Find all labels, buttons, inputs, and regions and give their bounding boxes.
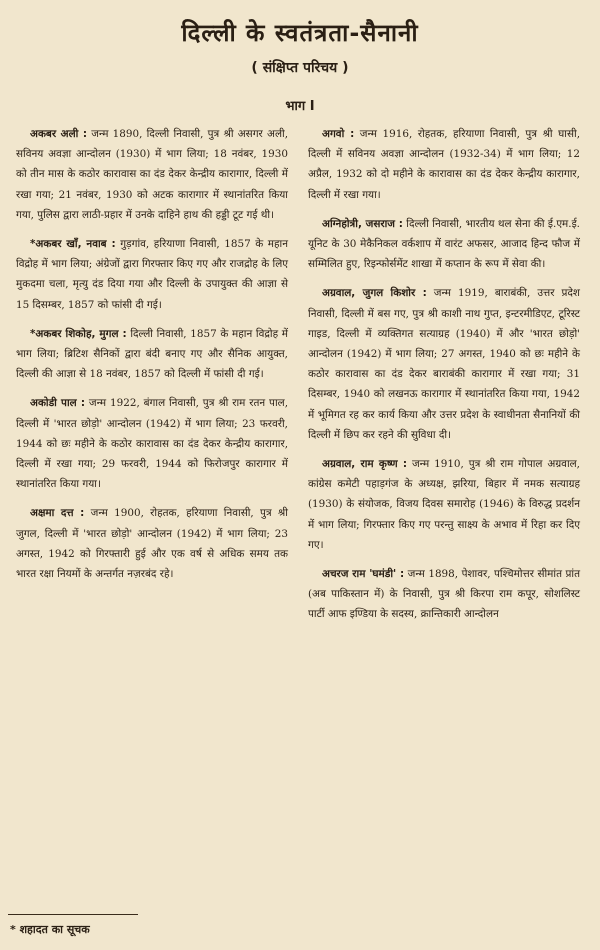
- entry-name: अग्निहोत्री, जसराज :: [322, 217, 403, 230]
- biography-entry: [16, 234, 288, 315]
- biography-entry: [308, 564, 580, 625]
- biography-entry: [308, 454, 580, 555]
- entry-text: जन्म 1910, पुत्र श्री राम गोपाल अग्रवाल, कांग्रेस कमेटी पहाड़गंज के अध्यक्ष, झरिया, बिहार में नमक सत्याग्रह (1930) के संयोजक, विजय दिवस समारोह (1946) के विरुद्ध प्रदर्शन में भाग लिया; गिरफ्तार किए गए परन्तु साक्ष्य के अभाव में रिहा कर दिए गए।: [308, 458, 580, 551]
- entry-name: अकबर अली :: [30, 128, 87, 140]
- biography-entry: [308, 283, 580, 445]
- entry-name: *अकबर खाँ, नवाब :: [30, 238, 116, 251]
- entry-text: जन्म 1890, दिल्ली निवासी, पुत्र श्री असगर अली, सविनय अवज्ञा आन्दोलन (1930) में भाग लिया; 18 नवंबर, 1930 को तीन मास के कठोर कारावास का दंड देकर केन्द्रीय कारागार, दिल्ली में रखा गया; 21 नवंबर, 1930 को अटक कारागार में स्थानांतरित किया गया, पुलिस द्वारा लाठी-प्रहार में उनके दाहिने हाथ की हड्डी टूट गई थी।: [16, 128, 288, 221]
- entry-text: दिल्ली निवासी, भारतीय थल सेना की ई.एम.ई. यूनिट के 30 मेकैनिकल वर्कशाप में वारंट अफसर, आजाद हिन्द फौज में सम्मिलित हुए, रिइन्फोर्समेंट शाखा में कप्तान के रूप में सेवा की।: [308, 217, 580, 271]
- entry-name: अग्रवाल, राम कृष्ण :: [322, 458, 408, 471]
- entry-name: अगवो :: [322, 128, 355, 140]
- entry-text: जन्म 1919, बाराबंकी, उत्तर प्रदेश निवासी, दिल्ली में बस गए, पुत्र श्री काशी नाथ गुप्त, इन्टरमीडिएट, टूरिस्ट गाइड, दिल्ली में व्यक्तिगत सत्याग्रह (1940) में और 'भारत छोड़ो' आन्दोलन (1942) में भाग लिया; 27 अगस्त, 1940 को छः महीने के कठोर कारावास का दंड देकर बाराबंकी कारागार में रखा गया; 31 दिसम्बर, 1940 को लखनऊ कारागार में स्थानांतरित किया गया, 1942 में भूमिगत रह कर कार्य किया और उत्तर प्रदेश के स्वाधीनता सैनानियों की दिल्ली में छिप कर रहने की सुविधा दी।: [308, 287, 580, 441]
- entry-name: अग्रवाल, जुगल किशोर :: [322, 287, 427, 300]
- entry-name: अकोडी पाल :: [30, 397, 86, 410]
- right-column: [308, 124, 580, 634]
- entry-text: जन्म 1900, रोहतक, हरियाणा निवासी, पुत्र श्री जुगल, दिल्ली में 'भारत छोड़ो' आन्दोलन (1942) में भाग लिया; 23 अगस्त, 1942 को गिरफ्तारी हुई और एक वर्ष से अधिक समय तक भारत रक्षा नियमों के अन्तर्गत नज़रबंद रहे।: [16, 507, 288, 581]
- biography-entry: [308, 124, 580, 205]
- entry-name: *अकबर शिकोह, मुगल :: [30, 327, 127, 340]
- footnote: * शहादत का सूचक: [10, 923, 90, 936]
- part-heading: भाग I: [285, 99, 315, 114]
- entry-text: जन्म 1898, पेशावर, पश्चिमोत्तर सीमांत प्रांत (अब पाकिस्तान में) के निवासी, पुत्र श्री किरपा राम कपूर, सोशलिस्ट पार्टी आफ इण्डिया के सदस्य, क्रान्तिकारी आन्दोलन: [308, 568, 580, 621]
- biography-entry: [308, 214, 580, 275]
- left-column: [16, 124, 288, 593]
- entry-name: अचरज राम 'घमंडी' :: [322, 568, 405, 581]
- entry-text: गुड़गांव, हरियाणा निवासी, 1857 के महान विद्रोह में भाग लिया; अंग्रेजों द्वारा गिरफ्तार किए गए और राजद्रोह के लिए मुकदमा चला, मृत्यु दंड दिया गया और दिल्ली के उपायुक्त की आज्ञा से 15 दिसम्बर, 1857 को फांसी दी गई।: [16, 238, 288, 311]
- footnote-divider: [8, 914, 138, 915]
- entry-text: जन्म 1916, रोहतक, हरियाणा निवासी, पुत्र श्री घासी, दिल्ली में सविनय अवज्ञा आन्दोलन (1932-34) में भाग लिया; 12 अप्रैल, 1932 को दो महीने के कारावास का दंड देकर केन्द्रीय कारागार, दिल्ली में रखा गया।: [308, 128, 581, 201]
- entry-text: जन्म 1922, बंगाल निवासी, पुत्र श्री राम रतन पाल, दिल्ली में 'भारत छोड़ो' आन्दोलन (1942) में भाग लिया; 23 फरवरी, 1944 को छः महीने के कठोर कारावास का दंड देकर केन्द्रीय कारागार, दिल्ली में रखा गया; 29 फरवरी, 1944 को फिरोजपुर कारागार में स्थानांतरित किया गया।: [16, 397, 289, 491]
- biography-entry: [16, 503, 288, 584]
- page-subtitle: ( संक्षिप्त परिचय ): [251, 60, 349, 76]
- biography-entry: [16, 393, 288, 494]
- entry-name: अक्षमा दत्त :: [30, 507, 85, 520]
- biography-entry: [16, 124, 288, 225]
- page-title: दिल्ली के स्वतंत्रता-सैनानी: [181, 19, 419, 47]
- entry-text: दिल्ली निवासी, 1857 के महान विद्रोह में भाग लिया; ब्रिटिश सैनिकों द्वारा बंदी बनाए गए और सैनिक आयुक्त, दिल्ली की आज्ञा से 18 नवंबर, 1857 को दिल्ली में फांसी दी गई।: [16, 327, 289, 381]
- biography-entry: [16, 324, 288, 385]
